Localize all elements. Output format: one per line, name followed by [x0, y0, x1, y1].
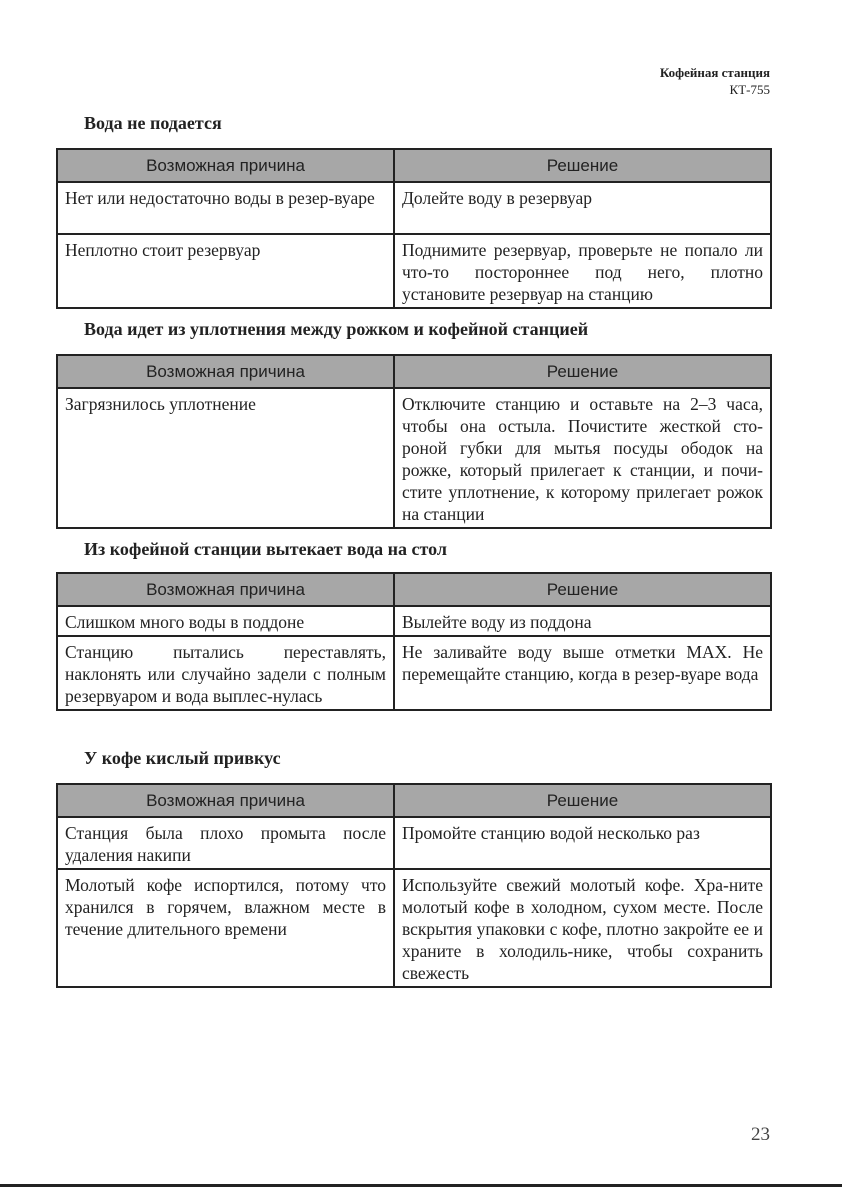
column-header-solution: Решение [394, 355, 771, 388]
table-row [57, 234, 771, 308]
product-name: Кофейная станция [659, 65, 770, 80]
cause-cell: Слишком много воды в поддоне [57, 606, 394, 636]
section-title-sour-taste: У кофе кислый привкус [84, 748, 281, 768]
troubleshooting-table-no-water [56, 148, 772, 309]
solution-cell: Используйте свежий молотый кофе. Хра-ните молотый кофе в холодном, сухом месте. После вскрытия упаковки с кофе, плотно закройте ее и храните в холодиль-нике, чтобы сохранить свежесть [394, 869, 771, 987]
column-header-cause: Возможная причина [57, 573, 394, 606]
cause-cell: Станция была плохо промыта после удаления накипи [57, 817, 394, 869]
table-row [57, 636, 771, 710]
table-row [57, 869, 771, 987]
solution-cell: Вылейте воду из поддона [394, 606, 771, 636]
column-header-cause: Возможная причина [57, 784, 394, 817]
solution-cell: Долейте воду в резервуар [394, 182, 771, 234]
column-header-solution: Решение [394, 573, 771, 606]
model-number: КТ-755 [729, 82, 770, 97]
column-header-cause: Возможная причина [57, 149, 394, 182]
solution-cell: Отключите станцию и оставьте на 2–3 часа, чтобы она остыла. Почистите жесткой сто-роной губки для мытья посуды ободок на рожке, который прилегает к станции, и почи-стите уплотнение, к которому прилегает рожок на станции [394, 388, 771, 528]
section-title-no-water: Вода не подается [84, 113, 222, 133]
section-title-water-on-table: Из кофейной станции вытекает вода на стол [84, 539, 448, 559]
table-row [57, 388, 771, 528]
cause-cell: Нет или недостаточно воды в резер-вуаре [57, 182, 394, 234]
solution-cell: Поднимите резервуар, проверьте не попало ли что-то постороннее под него, плотно установите резервуар на станцию [394, 234, 771, 308]
page-number: 23 [751, 1124, 770, 1145]
table-row [57, 817, 771, 869]
column-header-cause: Возможная причина [57, 355, 394, 388]
cause-cell: Молотый кофе испортился, потому что хранился в горячем, влажном месте в течение длительного времени [57, 869, 394, 987]
table-row [57, 182, 771, 234]
troubleshooting-table-sour-taste [56, 783, 772, 988]
page-header [660, 64, 770, 98]
cause-cell: Загрязнилось уплотнение [57, 388, 394, 528]
troubleshooting-table-water-on-table [56, 572, 772, 711]
column-header-solution: Решение [394, 784, 771, 817]
troubleshooting-table-seal-leak [56, 354, 772, 529]
column-header-solution: Решение [394, 149, 771, 182]
cause-cell: Неплотно стоит резервуар [57, 234, 394, 308]
table-header-row [57, 149, 771, 182]
table-header-row [57, 573, 771, 606]
table-header-row [57, 355, 771, 388]
bottom-divider [0, 1184, 842, 1187]
section-title-seal-leak: Вода идет из уплотнения между рожком и кофейной станцией [84, 319, 589, 339]
cause-cell: Станцию пытались переставлять, наклонять или случайно задели с полным резервуаром и вода выплес-нулась [57, 636, 394, 710]
table-header-row [57, 784, 771, 817]
table-row [57, 606, 771, 636]
solution-cell: Промойте станцию водой несколько раз [394, 817, 771, 869]
solution-cell: Не заливайте воду выше отметки MAX. Не перемещайте станцию, когда в резер-вуаре вода [394, 636, 771, 710]
